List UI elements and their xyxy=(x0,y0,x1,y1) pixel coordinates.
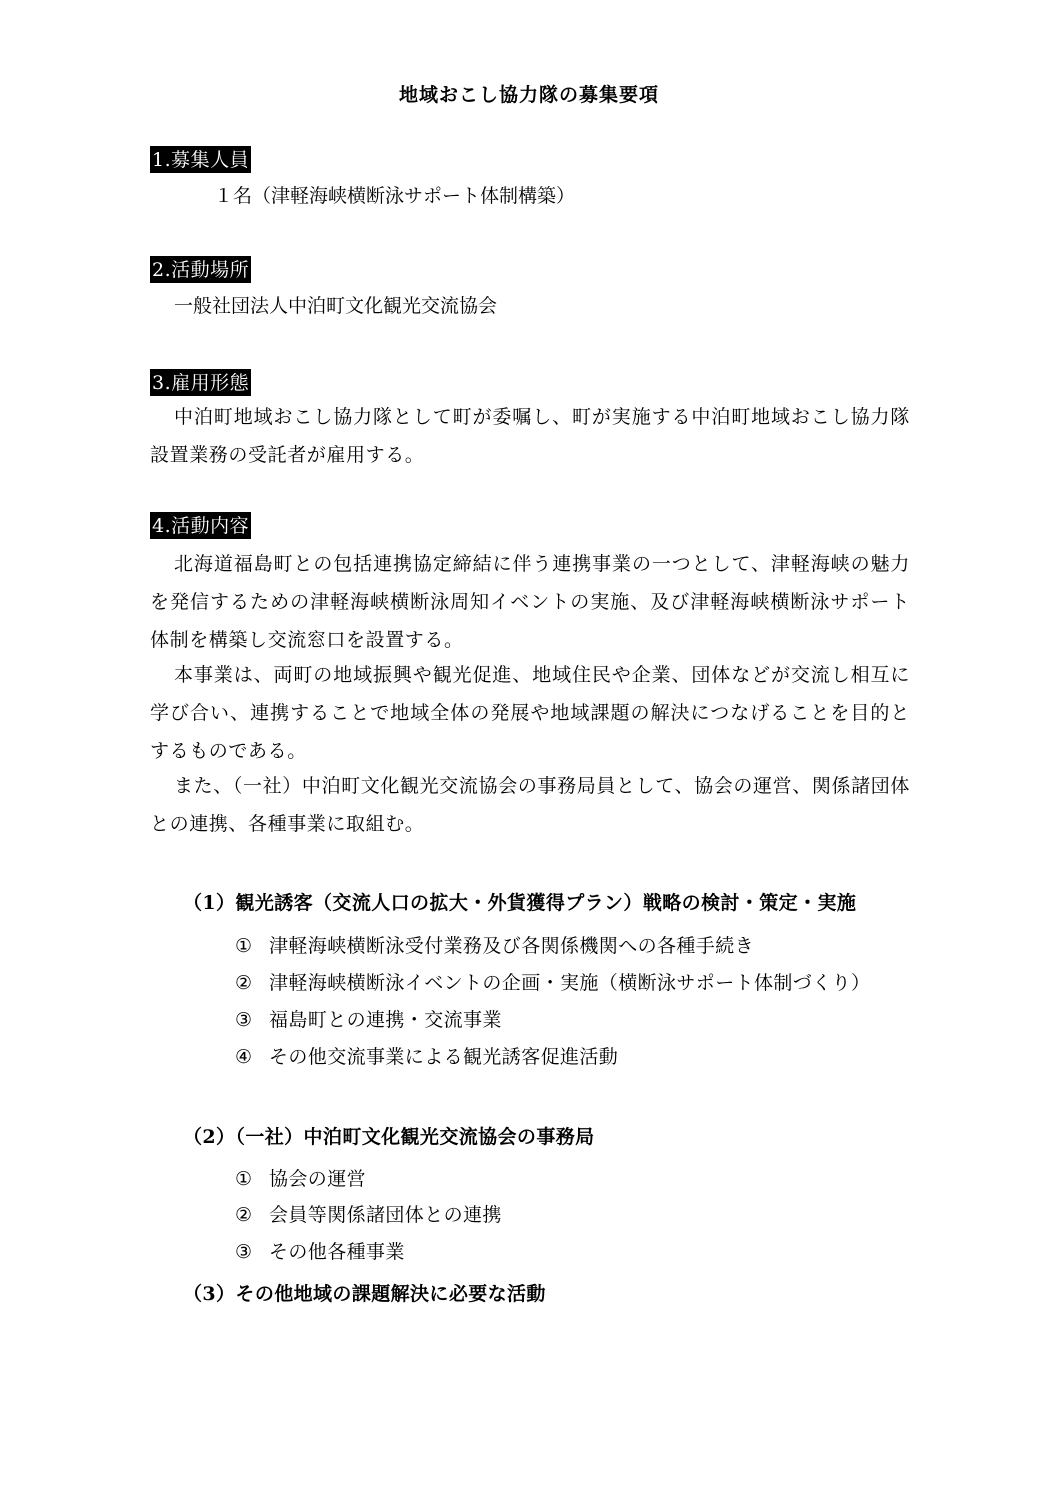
list-item-text: 協会の運営 xyxy=(269,1168,367,1190)
section-heading-recruitment-count: 1.募集人員 xyxy=(150,146,251,173)
list-item xyxy=(235,1005,502,1032)
list-item-number: ① xyxy=(235,935,253,957)
list-item-number: ② xyxy=(235,972,253,994)
list-item xyxy=(235,931,754,958)
activity-location-text: 一般社団法人中泊町文化観光交流協会 xyxy=(174,295,498,317)
list-item xyxy=(235,1200,502,1227)
list-item-number: ② xyxy=(235,1204,253,1226)
list-item-number: ④ xyxy=(235,1046,253,1068)
recruitment-count-text: １名（津軽海峡横断泳サポート体制構築） xyxy=(214,185,576,207)
list-item xyxy=(235,968,870,995)
section-heading-activity-location: 2.活動場所 xyxy=(150,256,251,283)
activity-heading-other: （3）その他地域の課題解決に必要な活動 xyxy=(183,1283,546,1305)
list-item-number: ③ xyxy=(235,1009,253,1031)
list-item xyxy=(235,1237,405,1264)
list-item xyxy=(235,1042,618,1069)
list-item-number: ① xyxy=(235,1168,253,1190)
activity-content-paragraph-2: 本事業は、両町の地域振興や観光促進、地域住民や企業、団体などが交流し相互に学び合い、連携することで地域全体の発展や地域課題の解決につなげることを目的とするものである。 xyxy=(150,664,910,762)
list-item-number: ③ xyxy=(235,1241,253,1263)
list-item xyxy=(235,1164,366,1191)
document-title: 地域おこし協力隊の募集要項 xyxy=(398,84,659,106)
list-item-text: 津軽海峡横断泳イベントの企画・実施（横断泳サポート体制づくり） xyxy=(269,972,871,994)
list-item-text: 福島町との連携・交流事業 xyxy=(269,1009,502,1031)
activity-content-paragraph-3: また、（一社）中泊町文化観光交流協会の事務局員として、協会の運営、関係諸団体との連携、各種事業に取組む。 xyxy=(150,775,910,835)
list-item-text: その他交流事業による観光誘客促進活動 xyxy=(269,1046,619,1068)
list-item-text: 会員等関係諸団体との連携 xyxy=(269,1204,502,1226)
section-heading-employment-type: 3.雇用形態 xyxy=(150,369,251,396)
list-item-text: 津軽海峡横断泳受付業務及び各関係機関への各種手続き xyxy=(269,935,755,957)
activity-content-paragraph-1: 北海道福島町との包括連携協定締結に伴う連携事業の一つとして、津軽海峡の魅力を発信するための津軽海峡横断泳周知イベントの実施、及び津軽海峡横断泳サポート体制を構築し交流窓口を設置する。 xyxy=(150,553,910,651)
list-item-text: その他各種事業 xyxy=(269,1241,405,1263)
employment-type-paragraph: 中泊町地域おこし協力隊として町が委嘱し、町が実施する中泊町地域おこし協力隊設置業務の受託者が雇用する。 xyxy=(150,406,910,466)
activity-heading-secretariat: （2）（一社）中泊町文化観光交流協会の事務局 xyxy=(183,1126,595,1148)
section-heading-activity-content: 4.活動内容 xyxy=(150,512,251,539)
activity-heading-tourism: （1）観光誘客（交流人口の拡大・外貨獲得プラン）戦略の検討・策定・実施 xyxy=(183,892,857,914)
